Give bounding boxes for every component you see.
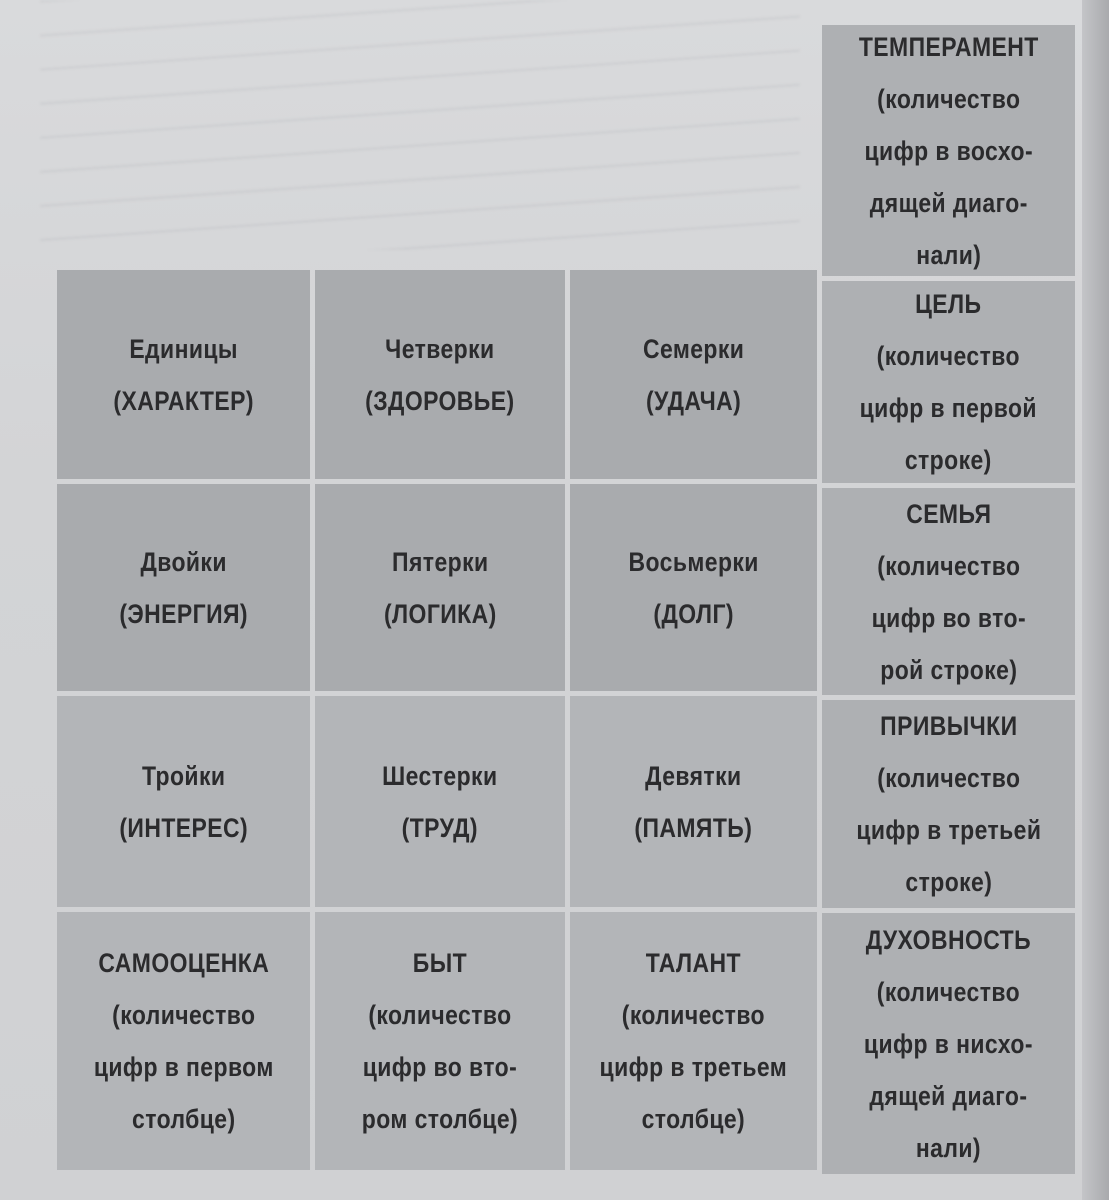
grid-cell-twos xyxy=(57,484,310,691)
grid-cell-eights xyxy=(570,484,817,691)
self-esteem-label: САМООЦЕНКА (количество цифр в первом столбце) xyxy=(93,948,274,1134)
daily-life-label: БЫТ (количество цифр во вто- ром столбце) xyxy=(361,948,519,1134)
grid-cell-sixes xyxy=(315,696,565,907)
cell-label: Двойки (ЭНЕРГИЯ) xyxy=(119,546,248,629)
cell-label: Четверки (ЗДОРОВЬЕ) xyxy=(365,333,515,416)
goal-label: ЦЕЛЬ (количество цифр в первой строке) xyxy=(859,289,1038,475)
cell-label: Семерки (УДАЧА) xyxy=(642,333,745,416)
family-cell xyxy=(822,488,1075,695)
self-esteem-cell xyxy=(57,912,310,1170)
cell-label: Девятки (ПАМЯТЬ) xyxy=(634,760,753,843)
cell-label: Пятерки (ЛОГИКА) xyxy=(383,546,497,629)
talent-cell xyxy=(570,912,817,1170)
temperament-cell xyxy=(822,25,1075,276)
habits-cell xyxy=(822,700,1075,908)
cell-label: Единицы (ХАРАКТЕР) xyxy=(113,333,254,416)
faint-show-through-text xyxy=(40,0,800,250)
temperament-label: ТЕМПЕРАМЕНТ (количество цифр в восхо- дящей диаго- нали) xyxy=(858,31,1039,270)
grid-cell-ones xyxy=(57,270,310,479)
grid-cell-sevens xyxy=(570,270,817,479)
family-label: СЕМЬЯ (количество цифр во вто- рой строке) xyxy=(871,498,1026,685)
cell-label: Тройки (ИНТЕРЕС) xyxy=(119,760,248,843)
cell-label: Шестерки (ТРУД) xyxy=(382,760,498,843)
grid-cell-threes xyxy=(57,696,310,907)
cell-label: Восьмерки (ДОЛГ) xyxy=(628,546,759,629)
goal-cell xyxy=(822,281,1075,483)
spirituality-label: ДУХОВНОСТЬ (количество цифр в нисхо- дящей диаго- нали) xyxy=(864,924,1033,1163)
talent-label: ТАЛАНТ (количество цифр в третьем столбце) xyxy=(599,948,788,1134)
grid-cell-fours xyxy=(315,270,565,479)
page-edge-shadow xyxy=(1082,0,1109,1200)
daily-life-cell xyxy=(315,912,565,1170)
grid-cell-fives xyxy=(315,484,565,691)
spirituality-cell xyxy=(822,913,1075,1174)
habits-label: ПРИВЫЧКИ (количество цифр в третьей строке) xyxy=(855,711,1042,897)
grid-cell-nines xyxy=(570,696,817,907)
